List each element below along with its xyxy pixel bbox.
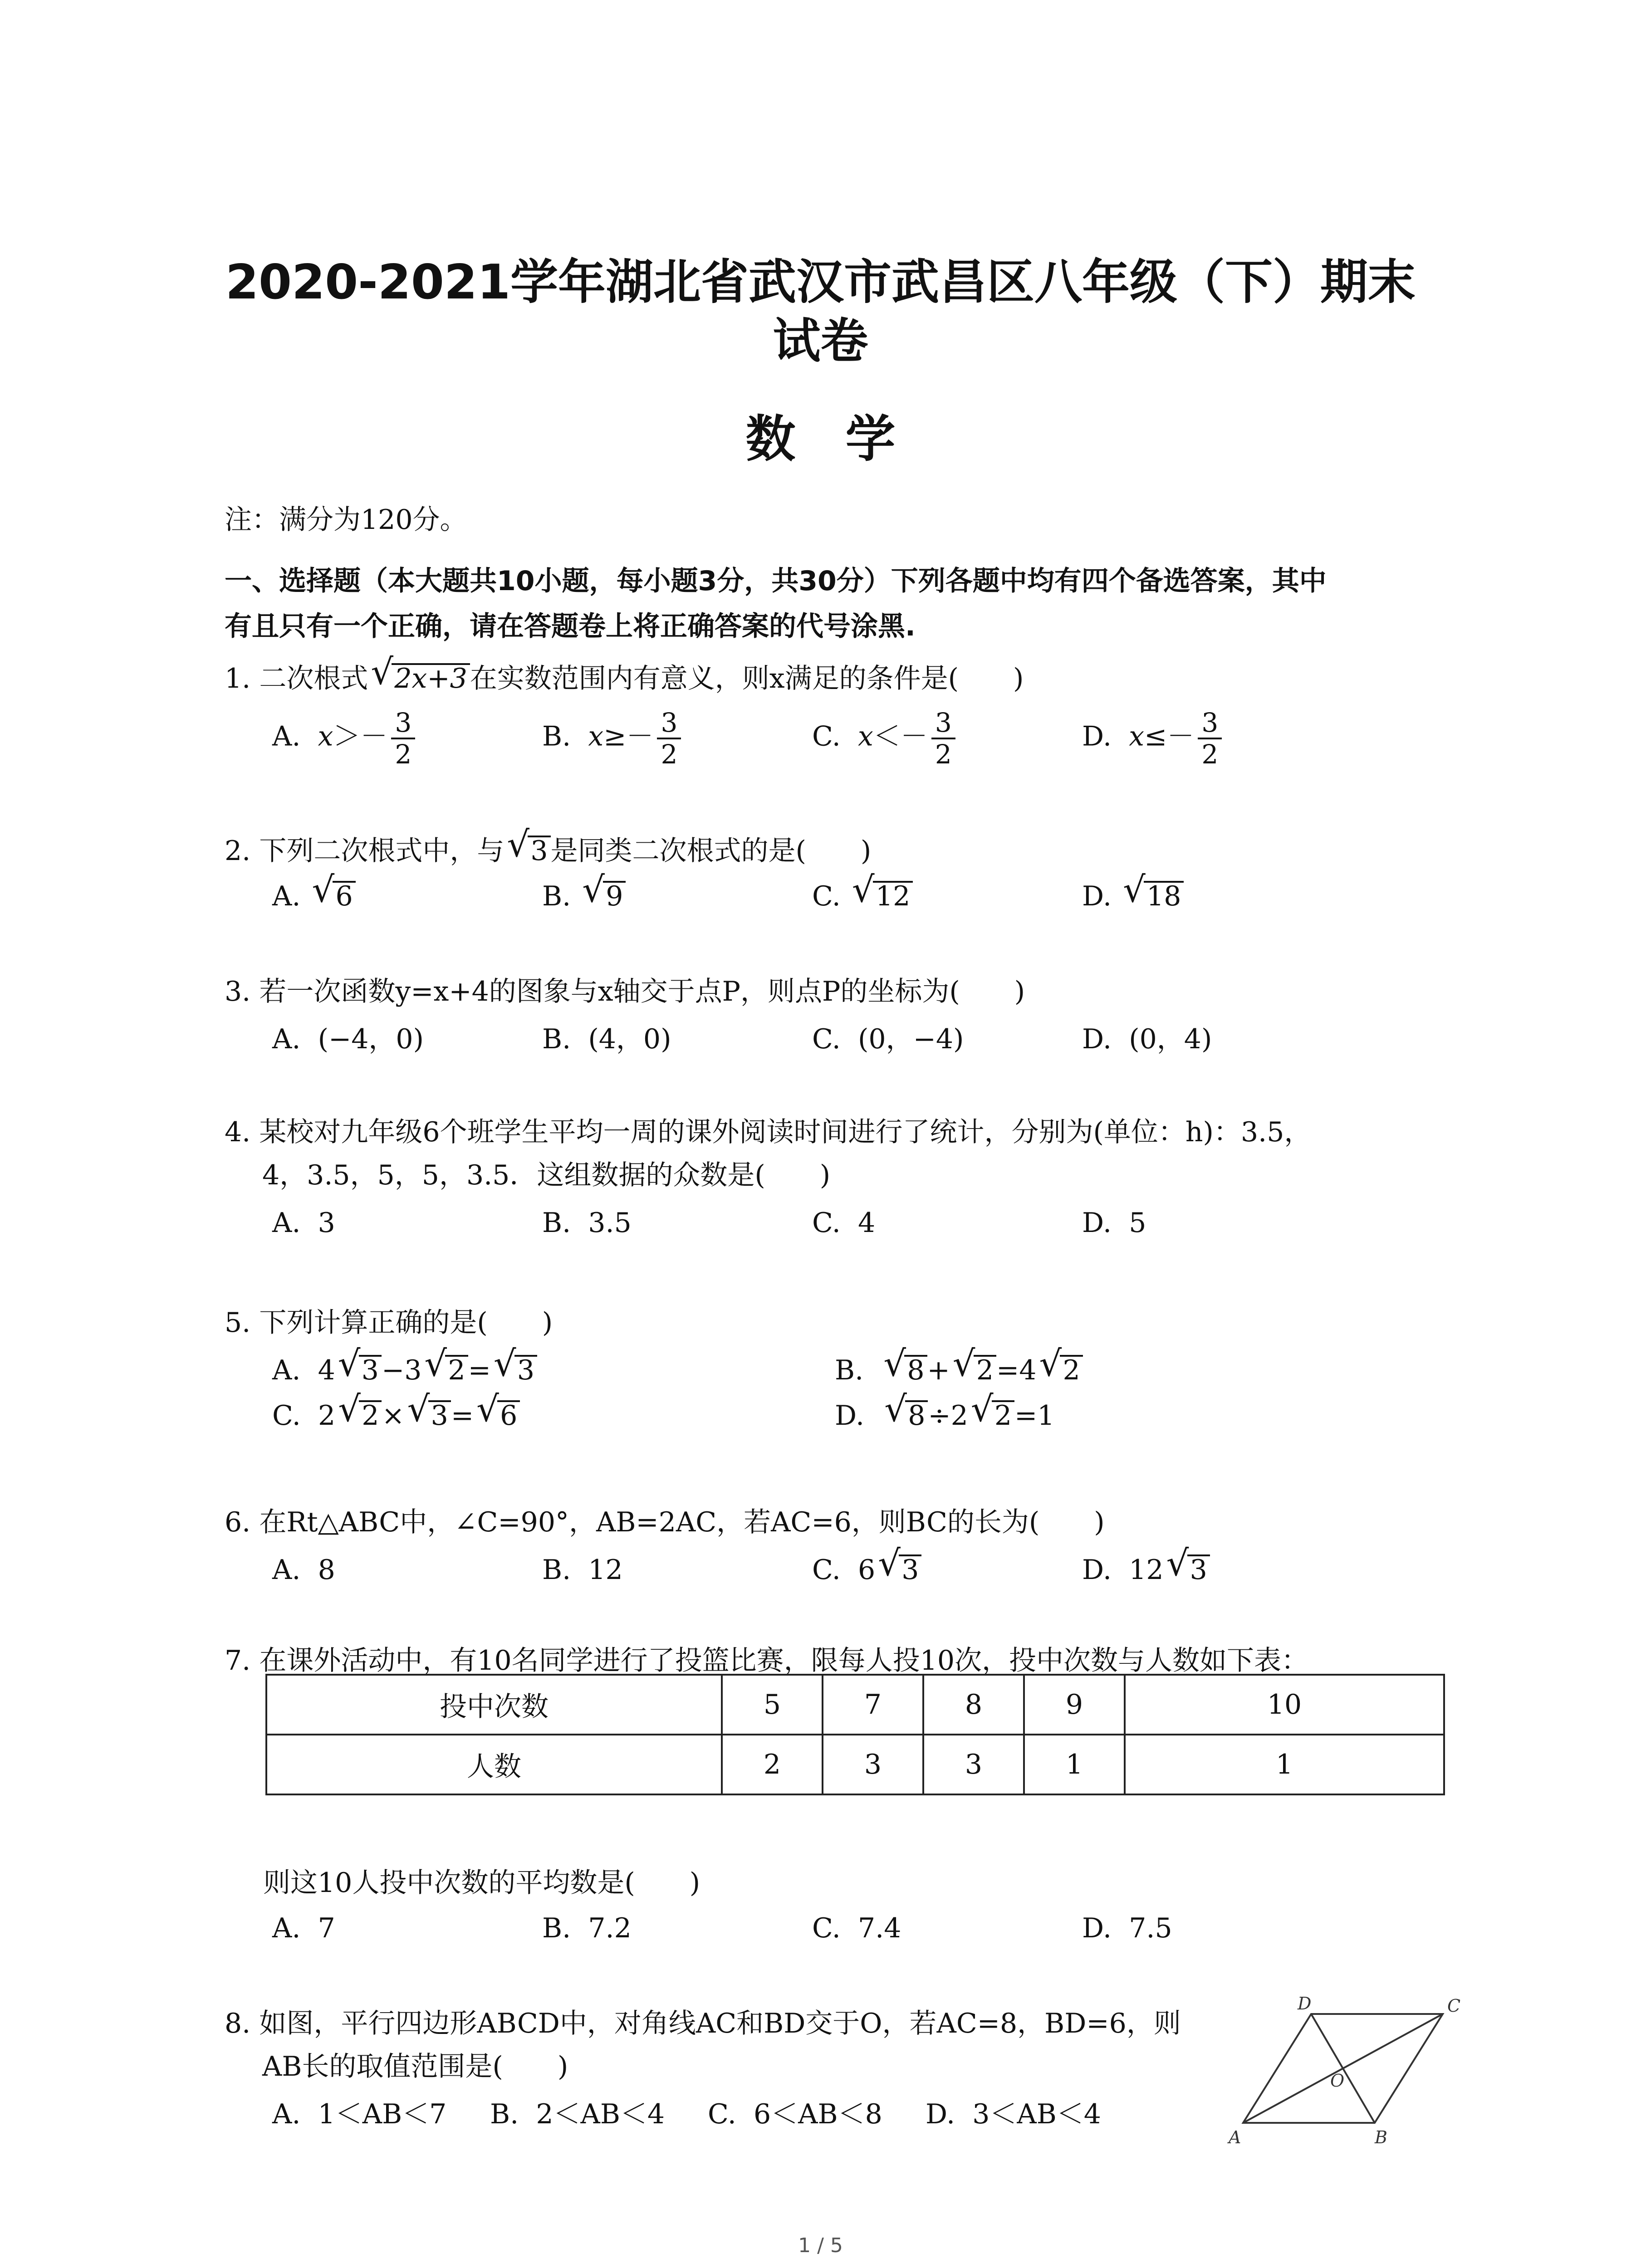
table-cell: 10 (1125, 1675, 1444, 1735)
table-cell: 7 (823, 1675, 923, 1735)
option-label: C. (812, 1207, 841, 1239)
q8-option-a (272, 2098, 446, 2131)
radicand: 9 (603, 881, 626, 910)
option-label: A. (272, 1554, 301, 1586)
option-var: x (858, 720, 873, 753)
fraction (657, 708, 681, 769)
option-text: (0，4) (1129, 1023, 1212, 1055)
option-label: A. (272, 1207, 301, 1239)
operator: × (382, 1400, 405, 1432)
radicand: 2 (992, 1400, 1014, 1429)
q5-option-a (272, 1344, 537, 1387)
q1-option-b (542, 708, 681, 769)
radicand: 2 (445, 1355, 468, 1384)
option-label: B. (542, 1207, 571, 1239)
question-2 (225, 824, 872, 867)
option-label: D. (926, 2098, 955, 2130)
option-text: 8 (318, 1554, 335, 1586)
radicand: 3 (428, 1400, 451, 1429)
table-cell: 5 (722, 1675, 823, 1735)
table-row (266, 1735, 1444, 1794)
option-label: D. (1082, 1912, 1112, 1944)
denominator: 2 (935, 739, 952, 770)
coef: 12 (1129, 1554, 1164, 1586)
coef: 6 (858, 1554, 876, 1586)
option-text: (0，−4) (858, 1023, 964, 1055)
q7-option-d (1082, 1912, 1172, 1945)
q2-option-a (272, 870, 356, 913)
vertex-label-b: B (1375, 2127, 1387, 2147)
q6-option-a (272, 1554, 335, 1586)
q4-option-a (272, 1207, 335, 1239)
table-row (266, 1675, 1444, 1735)
q7-option-b (542, 1912, 632, 1945)
option-label: B. (542, 880, 571, 912)
coef: 4 (318, 1354, 335, 1386)
score-note: 注：满分为120分。 (225, 504, 467, 536)
option-rel: ＞－ (333, 720, 388, 753)
table-cell: 9 (1024, 1675, 1125, 1735)
q1-number: 1. (225, 663, 251, 694)
option-label: B. (835, 1354, 864, 1386)
parallelogram-figure (1225, 1996, 1479, 2150)
q7-option-a (272, 1912, 335, 1945)
q1-option-a (272, 708, 415, 769)
q5-option-d (835, 1389, 1055, 1432)
denominator: 2 (1201, 739, 1219, 770)
q2-option-c (812, 870, 913, 913)
subject-title: 数学 (745, 410, 945, 468)
table-cell: 1 (1024, 1735, 1125, 1794)
table-cell: 人数 (266, 1735, 722, 1794)
q5-option-c (272, 1389, 520, 1432)
radicand: 2 (1060, 1355, 1083, 1384)
sqrt-symbol: √ 3 (338, 1354, 382, 1387)
option-text: 3＜AB＜4 (972, 2098, 1101, 2130)
exam-title-line1: 2020-2021学年湖北省武汉市武昌区八年级（下）期末 (225, 254, 1416, 310)
page-number: 1 / 5 (798, 2234, 843, 2257)
radicand: 2 (974, 1355, 996, 1384)
sqrt-symbol: √ 12 (852, 880, 913, 913)
option-text: 3.5 (588, 1207, 632, 1239)
q3-option-d (1082, 1023, 1212, 1056)
question-4-line2: 4，3.5，5，5，3.5．这组数据的众数是( ) (262, 1159, 831, 1191)
q6-option-c (812, 1543, 921, 1586)
option-label: B. (490, 2098, 519, 2130)
sqrt-symbol: √ 3 (507, 835, 550, 867)
fraction (931, 708, 955, 769)
option-label: A. (272, 1354, 301, 1386)
q1-option-c (812, 708, 955, 769)
denominator: 2 (395, 739, 412, 770)
option-label: B. (542, 1554, 571, 1586)
option-label: A. (272, 1023, 301, 1055)
option-label: C. (272, 1400, 301, 1432)
option-label: D. (1082, 720, 1112, 753)
table-cell: 8 (923, 1675, 1024, 1735)
option-label: C. (812, 720, 841, 753)
option-text: 2＜AB＜4 (536, 2098, 665, 2130)
sqrt-symbol: √ 2 (338, 1399, 382, 1432)
radicand: 12 (873, 881, 913, 910)
q2-pre: 下列二次根式中，与 (259, 835, 505, 867)
sqrt-symbol: √ 3 (1166, 1554, 1210, 1586)
equals: = (451, 1400, 474, 1432)
q2-post: 是同类二次根式的是( ) (550, 835, 872, 867)
radicand: 8 (904, 1355, 927, 1384)
question-5: 5. 下列计算正确的是( ) (225, 1307, 553, 1339)
sqrt-symbol: √ 8 (883, 1354, 927, 1387)
option-label: C. (708, 2098, 736, 2130)
sqrt-symbol: √ 2 (953, 1354, 996, 1387)
option-label: B. (542, 720, 571, 753)
option-label: C. (812, 1912, 841, 1944)
numerator: 3 (931, 708, 955, 739)
operator: −3 (381, 1354, 422, 1386)
question-1 (225, 652, 1024, 695)
option-text: 7 (318, 1912, 335, 1944)
radicand: 6 (333, 881, 355, 910)
radicand: 3 (899, 1554, 921, 1584)
option-text: 3 (318, 1207, 335, 1239)
question-6: 6. 在Rt△ABC中，∠C=90°，AB=2AC，若AC=6，则BC的长为( ) (225, 1506, 1105, 1538)
equals: =4 (996, 1354, 1037, 1386)
sqrt-symbol: √ 6 (312, 880, 355, 913)
q2-option-b (542, 870, 626, 913)
sqrt-symbol: √ 3 (494, 1354, 537, 1387)
q4-option-d (1082, 1207, 1146, 1239)
operator: ÷2 (928, 1400, 968, 1432)
denominator: 2 (661, 739, 678, 770)
q4-option-c (812, 1207, 875, 1239)
option-text: 5 (1129, 1207, 1146, 1239)
option-label: A. (272, 2098, 301, 2130)
q1-radicand: 2x+3 (392, 663, 470, 692)
numerator: 3 (657, 708, 681, 739)
sqrt-symbol: √ 2x+3 (371, 662, 470, 695)
option-rel: ＜－ (873, 720, 928, 753)
table-cell: 3 (923, 1735, 1024, 1794)
question-8-line2: AB长的取值范围是( ) (262, 2051, 568, 2082)
q8-option-c (708, 2098, 882, 2131)
q2-radicand: 3 (528, 836, 550, 865)
section1-heading-line2: 有且只有一个正确，请在答题卷上将正确答案的代号涂黑. (225, 611, 916, 642)
radicand: 3 (1187, 1554, 1210, 1584)
option-label: C. (812, 1023, 841, 1055)
score-table (265, 1674, 1445, 1795)
sqrt-symbol: √ 2 (424, 1354, 468, 1387)
radicand: 6 (497, 1400, 520, 1429)
radicand: 8 (905, 1400, 928, 1429)
q2-number: 2. (225, 835, 251, 867)
option-text: 12 (588, 1554, 623, 1586)
option-text: (4，0) (588, 1023, 671, 1055)
option-label: C. (812, 880, 841, 912)
option-label: D. (1082, 880, 1112, 912)
diagonal-bd (1311, 2014, 1375, 2123)
sqrt-symbol: √ 3 (407, 1399, 451, 1432)
radicand: 3 (359, 1355, 382, 1384)
equals: =1 (1014, 1400, 1055, 1432)
q1-pre: 二次根式 (259, 663, 368, 694)
table-cell: 1 (1125, 1735, 1444, 1794)
sqrt-symbol: √ 9 (582, 880, 626, 913)
option-text: 7.2 (588, 1912, 632, 1944)
sqrt-symbol: √ 2 (971, 1399, 1014, 1432)
option-var: x (588, 720, 604, 753)
radicand: 18 (1144, 881, 1184, 910)
option-label: D. (1082, 1023, 1112, 1055)
numerator: 3 (1198, 708, 1222, 739)
q6-option-b (542, 1554, 623, 1586)
operator: + (927, 1354, 950, 1386)
option-rel: ≤－ (1144, 720, 1195, 753)
fraction (1198, 708, 1222, 769)
option-label: D. (1082, 1554, 1112, 1586)
equals: = (468, 1354, 491, 1386)
q3-option-b (542, 1023, 671, 1056)
table-cell: 投中次数 (266, 1675, 722, 1735)
option-label: D. (1082, 1207, 1112, 1239)
q1-option-d (1082, 708, 1222, 769)
coef: 2 (318, 1400, 336, 1432)
option-text: 6＜AB＜8 (754, 2098, 882, 2130)
question-3: 3. 若一次函数y=x+4的图象与x轴交于点P，则点P的坐标为( ) (225, 976, 1025, 1007)
option-rel: ≥－ (603, 720, 654, 753)
option-var: x (1129, 720, 1145, 753)
option-text: 1＜AB＜7 (318, 2098, 447, 2130)
q3-option-a (272, 1023, 424, 1056)
option-text: 4 (858, 1207, 876, 1239)
q5-option-b (835, 1344, 1083, 1387)
sqrt-symbol: √ 2 (1039, 1354, 1083, 1387)
section1-heading-line1: 一、选择题（本大题共10小题，每小题3分，共30分）下列各题中均有四个备选答案，其中 (225, 565, 1327, 597)
q2-option-d (1082, 870, 1184, 913)
option-var: x (318, 720, 333, 753)
vertex-label-d: D (1298, 1996, 1312, 2014)
option-label: A. (272, 720, 301, 753)
option-label: B. (542, 1912, 571, 1944)
sqrt-symbol: √ 8 (884, 1399, 928, 1432)
table-cell: 2 (722, 1735, 823, 1794)
sqrt-symbol: √ 3 (878, 1554, 921, 1586)
radicand: 3 (514, 1355, 537, 1384)
vertex-label-a: A (1229, 2127, 1241, 2147)
q8-option-d (926, 2098, 1101, 2131)
q3-option-c (812, 1023, 964, 1056)
vertex-label-c: C (1447, 1996, 1461, 2016)
question-8-line1: 8. 如图，平行四边形ABCD中，对角线AC和BD交于O，若AC=8，BD=6，则 (225, 2008, 1181, 2039)
option-label: A. (272, 1912, 301, 1944)
question-7-followup: 则这10人投中次数的平均数是( ) (263, 1867, 700, 1899)
q6-option-d (1082, 1543, 1210, 1586)
sqrt-symbol: √ 18 (1123, 880, 1184, 913)
option-label: A. (272, 880, 301, 912)
option-text: 7.4 (858, 1912, 901, 1944)
q7-option-c (812, 1912, 901, 1945)
table-cell: 3 (823, 1735, 923, 1794)
option-label: B. (542, 1023, 571, 1055)
center-label-o: O (1330, 2071, 1345, 2091)
option-text: (−4，0) (318, 1023, 424, 1055)
option-text: 7.5 (1129, 1912, 1172, 1944)
q8-option-b (490, 2098, 665, 2131)
question-4-line1: 4. 某校对九年级6个班学生平均一周的课外阅读时间进行了统计，分别为(单位：h)：3.5， (225, 1116, 1312, 1148)
sqrt-symbol: √ 6 (476, 1399, 520, 1432)
radicand: 2 (359, 1400, 382, 1429)
exam-title-line2: 试卷 (773, 313, 868, 369)
option-label: D. (835, 1400, 865, 1432)
numerator: 3 (391, 708, 415, 739)
fraction (391, 708, 415, 769)
q4-option-b (542, 1207, 632, 1239)
q1-post: 在实数范围内有意义，则x满足的条件是( ) (470, 663, 1024, 694)
option-label: C. (812, 1554, 841, 1586)
question-7: 7. 在课外活动中，有10名同学进行了投篮比赛，限每人投10次，投中次数与人数如下表： (225, 1645, 1309, 1677)
